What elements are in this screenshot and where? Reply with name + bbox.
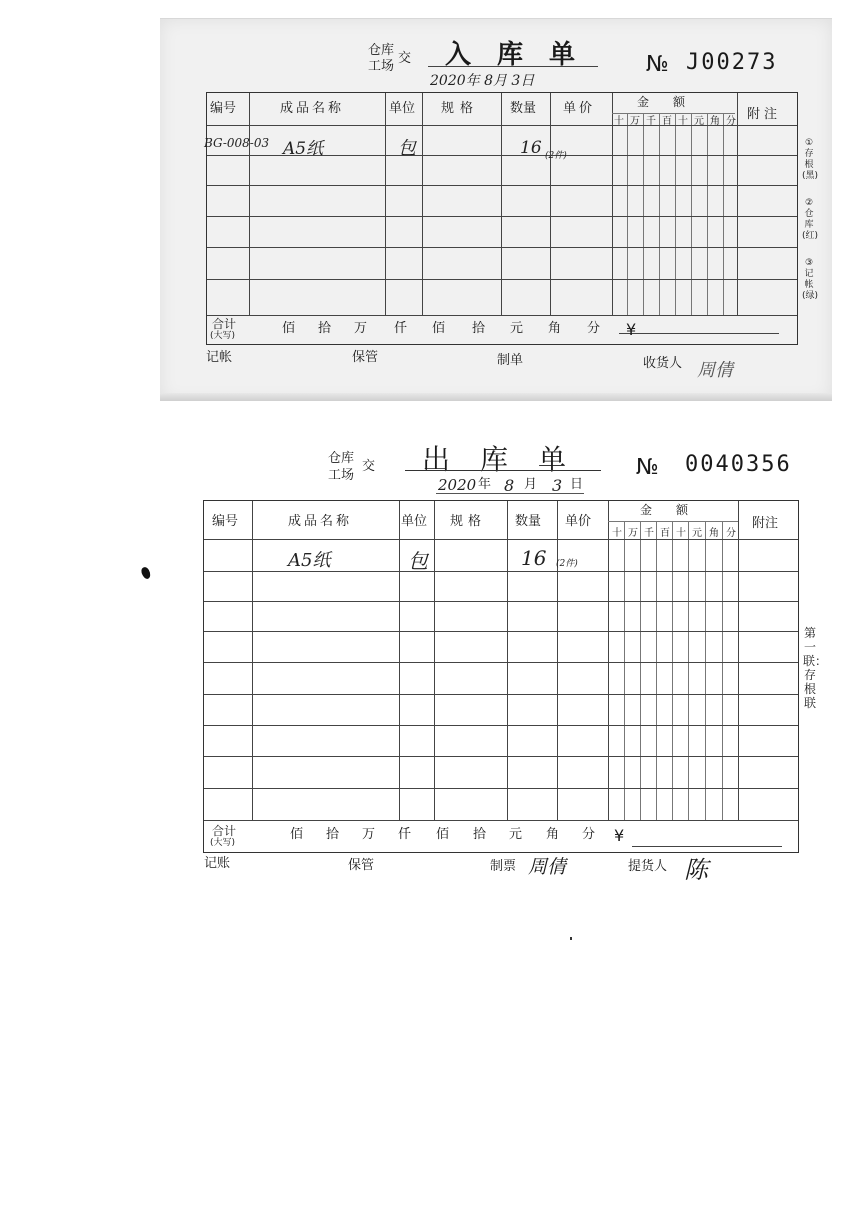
- issue-col-code: 编号: [212, 514, 239, 529]
- issue-col-price: 单价: [565, 514, 592, 529]
- issue-dept-suffix: 交: [362, 459, 376, 474]
- receipt-col-amount: 金 额: [637, 95, 686, 109]
- receipt-title-underline: [428, 66, 598, 67]
- receipt-side-copy-1: ①存根(黑): [802, 138, 819, 181]
- issue-col-note: 附注: [752, 516, 779, 531]
- issue-picker-signature: 陈: [684, 856, 708, 884]
- issue-col-spec: 规格: [450, 514, 487, 529]
- receipt-footer-receiver: 收货人: [643, 356, 683, 371]
- issue-col-unit: 单位: [401, 514, 428, 529]
- issue-footer-custody: 保管: [348, 858, 375, 873]
- issue-dept-line1: 仓库: [328, 451, 355, 466]
- receipt-receiver-signature: 周倩: [697, 360, 733, 381]
- issue-date-underline: [436, 493, 584, 494]
- receipt-dept-line1: 仓库: [368, 43, 395, 58]
- issue-row1-qty-note: (2件): [556, 559, 578, 569]
- receipt-col-product: 成品名称: [280, 101, 345, 116]
- receipt-row1-unit: 包: [398, 138, 416, 159]
- receipt-side-copy-3: ③记帐(绿): [802, 258, 819, 301]
- issue-row1-product: A5纸: [288, 550, 331, 571]
- receipt-dept-suffix: 交: [398, 51, 412, 66]
- receipt-footer-bookkeeping: 记帐: [206, 350, 233, 365]
- receipt-row1-qty-note: (2件): [545, 151, 567, 161]
- receipt-col-unit: 单位: [389, 101, 416, 116]
- issue-side-copy: 第一联：存根联: [803, 626, 828, 710]
- issue-footer-picker: 提货人: [628, 859, 668, 874]
- issue-col-amount: 金 额: [640, 503, 689, 517]
- issue-dept-line2: 工场: [328, 468, 355, 483]
- receipt-footer-custody: 保管: [352, 350, 379, 365]
- issue-col-product: 成品名称: [288, 514, 353, 529]
- receipt-col-note: 附注: [747, 107, 782, 122]
- issue-yen: ¥: [614, 826, 625, 845]
- ink-blot: [140, 566, 153, 580]
- receipt-dept-line2: 工场: [368, 59, 395, 74]
- issue-date-day: 3: [552, 476, 563, 495]
- issue-footer-bookkeeping: 记账: [204, 856, 231, 871]
- issue-serial: 0040356: [685, 452, 792, 477]
- issue-row1-qty: 16: [521, 546, 547, 570]
- issue-total-label: 合计: [212, 824, 237, 838]
- receipt-col-code: 编号: [210, 101, 237, 116]
- issue-row1-unit: 包: [408, 549, 428, 573]
- receipt-total-label: 合计: [212, 317, 237, 331]
- receipt-row1-product: A5纸: [283, 139, 324, 159]
- receipt-col-price: 单价: [563, 101, 596, 116]
- ink-dot: [570, 937, 572, 940]
- receipt-row1-qty: 16: [520, 138, 542, 158]
- receipt-col-qty: 数量: [510, 101, 537, 116]
- receipt-side-copy-2: ②仓库(红): [802, 198, 819, 241]
- issue-title-underline: [405, 470, 601, 471]
- receipt-total-sub: (大写): [210, 331, 236, 341]
- issue-date-month: 8: [504, 476, 515, 495]
- issue-ticket-signature: 周倩: [528, 856, 567, 878]
- issue-total-sub: (大写): [210, 838, 236, 848]
- issue-date-year: 2020: [438, 476, 477, 494]
- issue-footer-ticket: 制票: [490, 859, 517, 874]
- issue-no-label: №: [636, 455, 659, 480]
- receipt-col-spec: 规格: [441, 101, 480, 116]
- receipt-no-label: №: [646, 52, 669, 77]
- receipt-yen: ¥: [626, 320, 637, 339]
- issue-title: 出库单: [422, 443, 597, 476]
- receipt-date: 2020年 8月 3日: [430, 73, 535, 89]
- receipt-table: [206, 92, 798, 345]
- receipt-footer-prepared: 制单: [497, 353, 524, 368]
- receipt-title: 入库单: [445, 40, 602, 70]
- receipt-row1-code: BG-008-03: [204, 136, 270, 150]
- issue-col-qty: 数量: [515, 514, 542, 529]
- receipt-serial: J00273: [686, 50, 778, 75]
